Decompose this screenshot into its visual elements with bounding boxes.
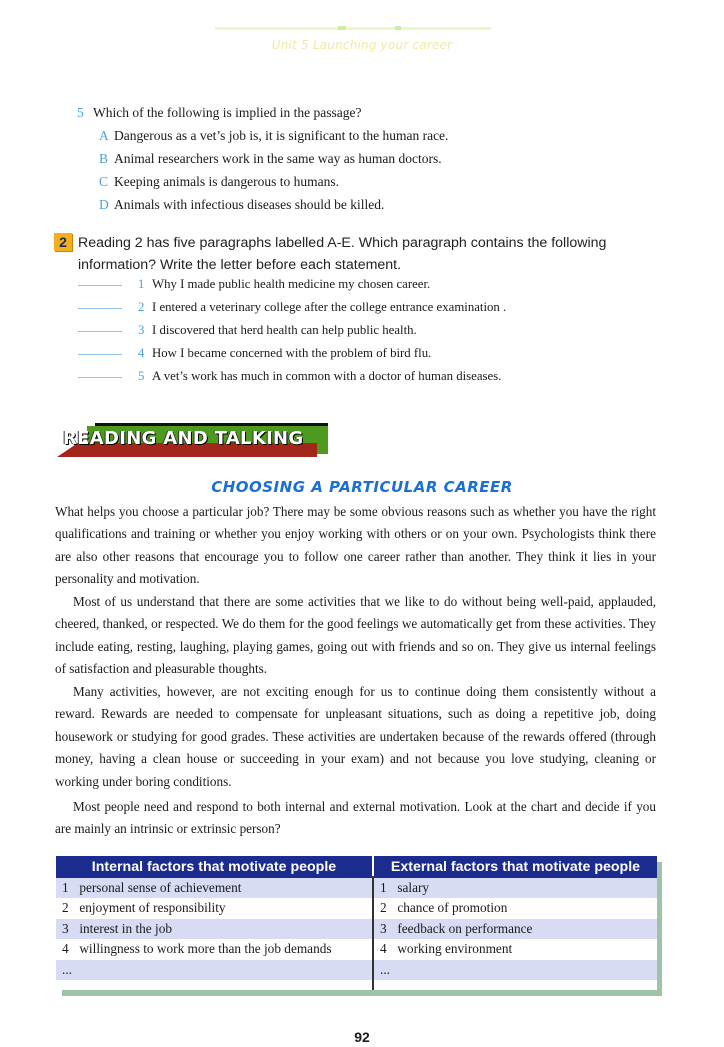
exercise-number-badge: 2 [54, 233, 72, 251]
header-ornament [338, 26, 346, 30]
paragraph-3: Many activities, however, are not exciting enough for us to continue doing them consistently without a reward. Rewards are needed to compensate for unpleasant situations, such as doing a repetitive job, doing housework or studying for good grades. These activities are undertaken because of the rewards offered (through money, having a clean house or succeeding in your exam) and not because you love studying, cleaning or working under boring conditions. [55, 684, 656, 789]
row-number: 2 [62, 900, 69, 916]
header-ornament [395, 26, 401, 30]
statement-2 [78, 300, 506, 315]
statement-text: Why I made public health medicine my chosen career. [152, 277, 431, 291]
answer-blank[interactable] [78, 308, 122, 309]
statement-number: 3 [138, 323, 145, 337]
section-banner [57, 423, 335, 463]
row-number: 4 [380, 941, 387, 957]
row-number: 1 [62, 880, 69, 895]
option-letter: A [99, 128, 109, 143]
option-c [99, 174, 339, 190]
option-letter: D [99, 197, 109, 212]
row-text: personal sense of achievement [79, 880, 242, 895]
table-row [56, 898, 372, 918]
paragraph-2: Most of us understand that there are some activities that we like to do without being well-paid, applauded, cheered, thanked, or respected. We do them for the good feelings we automatically get from these activities. They include eating, resting, laughing, playing games, going out with friends and so on. They give us internal feelings of satisfaction and pleasurable thoughts. [55, 594, 656, 677]
option-letter: C [99, 174, 109, 189]
row-number: 4 [62, 941, 69, 957]
statement-text: How I became concerned with the problem of bird flu. [152, 346, 432, 360]
statement-number: 5 [138, 369, 145, 383]
external-header: External factors that motivate people [374, 856, 657, 878]
row-text: salary [397, 880, 430, 895]
option-text: Animals with infectious diseases should be killed. [114, 197, 385, 212]
banner-label: READING AND TALKING [63, 428, 304, 449]
paragraph-1: What helps you choose a particular job? There may be some obvious reasons such as whether you have the right qualifications and training or whether you enjoy working with others or on your own. Psychologists think there are also other reasons that encourage you to follow one career rather than another. They think it lies in your personality and motivation. [55, 504, 656, 587]
answer-blank[interactable] [78, 331, 122, 332]
motivation-table [56, 856, 657, 990]
option-d [99, 197, 384, 213]
row-number: 1 [380, 880, 387, 895]
external-factors-column [374, 856, 657, 980]
option-b [99, 151, 442, 167]
row-text: feedback on performance [397, 920, 533, 936]
option-text: Keeping animals is dangerous to humans. [114, 174, 339, 189]
statement-4 [78, 346, 431, 361]
header-rule [215, 27, 491, 30]
question-5 [77, 105, 361, 121]
option-text: Animal researchers work in the same way as human doctors. [114, 151, 442, 166]
unit-title: Unit 5 Launching your career [271, 38, 453, 52]
section-title: CHOOSING A PARTICULAR CAREER [211, 478, 513, 496]
internal-factors-column [56, 856, 372, 980]
statement-1 [78, 277, 430, 292]
question-number: 5 [77, 105, 84, 120]
statement-3 [78, 323, 417, 338]
row-text: willingness to work more than the job demands [79, 941, 332, 957]
option-letter: B [99, 151, 109, 166]
row-number: 3 [62, 920, 69, 936]
row-text: chance of promotion [397, 900, 508, 916]
table-row [374, 939, 657, 959]
table-row [56, 960, 372, 980]
statement-number: 4 [138, 346, 145, 360]
row-number: 3 [380, 920, 387, 936]
statement-number: 2 [138, 300, 145, 314]
option-text: Dangerous as a vet’s job is, it is significant to the human race. [114, 128, 449, 143]
table-row [56, 878, 372, 898]
statement-text: I entered a veterinary college after the college entrance examination . [152, 300, 507, 314]
statement-text: I discovered that herd health can help public health. [152, 323, 417, 337]
table-row [374, 898, 657, 918]
row-text: working environment [397, 941, 513, 957]
statement-5 [78, 369, 501, 384]
answer-blank[interactable] [78, 285, 122, 286]
statement-number: 1 [138, 277, 145, 291]
paragraph-4: Most people need and respond to both internal and external motivation. Look at the chart and decide if you are mainly an intrinsic or extrinsic person? [55, 799, 656, 837]
internal-header: Internal factors that motivate people [56, 856, 372, 878]
table-row [56, 939, 372, 959]
table-row [374, 960, 657, 980]
option-a [99, 128, 448, 144]
row-text: ... [380, 961, 390, 977]
answer-blank[interactable] [78, 377, 122, 378]
row-text: interest in the job [79, 920, 173, 936]
table-row [374, 919, 657, 939]
row-number: 2 [380, 900, 387, 916]
question-text: Which of the following is implied in the passage? [93, 105, 362, 120]
page-number: 92 [354, 1029, 370, 1045]
row-text: ... [62, 961, 72, 977]
exercise-2 [54, 232, 664, 276]
table-row [56, 919, 372, 939]
exercise-instruction: Reading 2 has five paragraphs labelled A-E. Which paragraph contains the following information? Write the letter before each statement. [78, 235, 607, 273]
table-row [374, 878, 657, 898]
answer-blank[interactable] [78, 354, 122, 355]
statement-text: A vet’s work has much in common with a doctor of human diseases. [152, 369, 502, 383]
row-text: enjoyment of responsibility [79, 900, 226, 916]
